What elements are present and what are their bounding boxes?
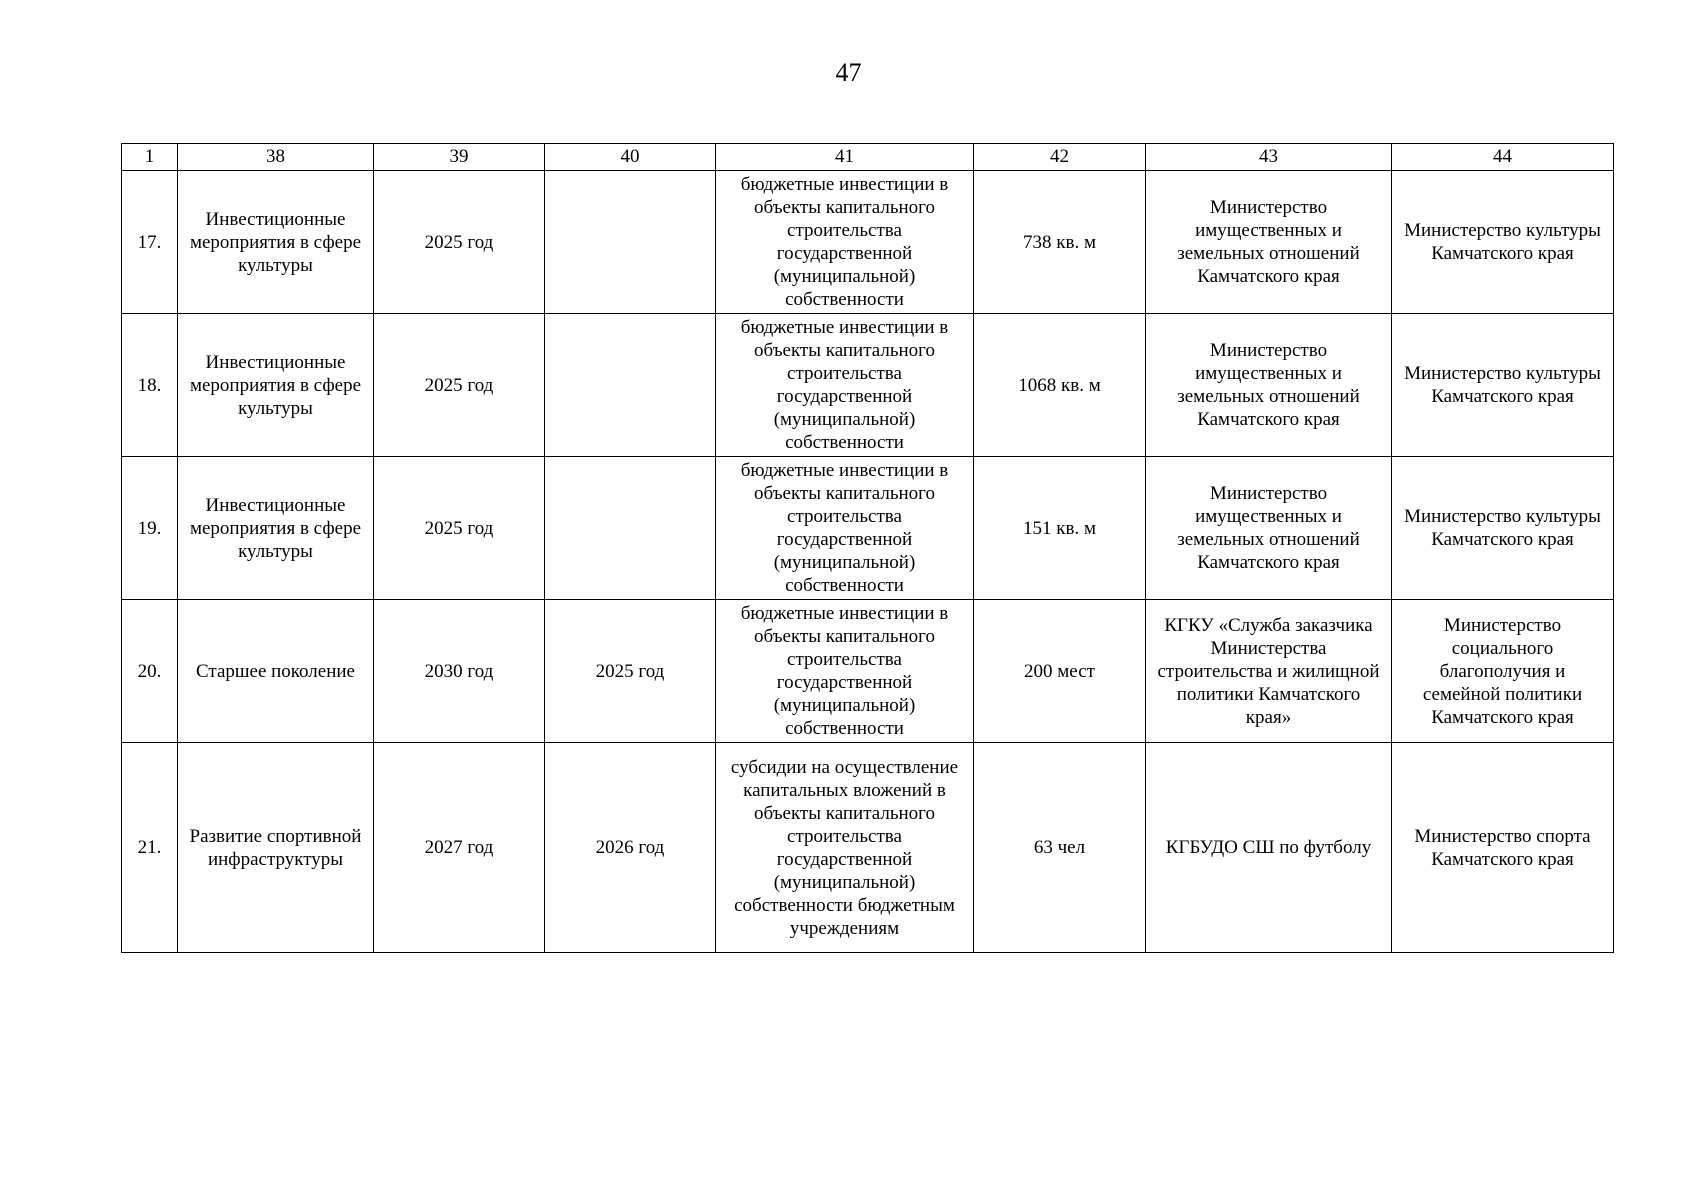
column-header: 1 (122, 144, 178, 171)
table-row (122, 171, 1614, 314)
responsible-cell: Министерство культуры Камчатского края (1392, 171, 1614, 314)
responsible-cell: Министерство культуры Камчатского края (1392, 314, 1614, 457)
capacity-cell: 151 кв. м (974, 457, 1146, 600)
investment-type-cell: субсидии на осуществление капитальных вложений в объекты капитального строительства государственной (муниципальной) собственности бюджетным учреждениям (716, 743, 974, 953)
year-cell: 2026 год (545, 743, 716, 953)
column-header: 44 (1392, 144, 1614, 171)
year-cell: 2025 год (374, 457, 545, 600)
column-header: 43 (1146, 144, 1392, 171)
event-name-cell: Старшее поколение (178, 600, 374, 743)
data-table (121, 143, 1614, 953)
investment-type-cell: бюджетные инвестиции в объекты капитального строительства государственной (муниципальной) собственности (716, 314, 974, 457)
responsible-cell: Министерство культуры Камчатского края (1392, 457, 1614, 600)
column-header: 42 (974, 144, 1146, 171)
event-name-cell: Инвестиционные мероприятия в сфере культуры (178, 171, 374, 314)
year-cell: 2027 год (374, 743, 545, 953)
responsible-cell: Министерство социального благополучия и семейной политики Камчатского края (1392, 600, 1614, 743)
year-cell (545, 171, 716, 314)
investment-type-cell: бюджетные инвестиции в объекты капитального строительства государственной (муниципальной) собственности (716, 600, 974, 743)
year-cell: 2030 год (374, 600, 545, 743)
column-header: 38 (178, 144, 374, 171)
customer-cell: Министерство имущественных и земельных отношений Камчатского края (1146, 314, 1392, 457)
column-header: 40 (545, 144, 716, 171)
table-row (122, 457, 1614, 600)
year-cell: 2025 год (374, 171, 545, 314)
row-number-cell: 19. (122, 457, 178, 600)
capacity-cell: 738 кв. м (974, 171, 1146, 314)
customer-cell: КГКУ «Служба заказчика Министерства строительства и жилищной политики Камчатского края» (1146, 600, 1392, 743)
year-cell (545, 457, 716, 600)
responsible-cell: Министерство спорта Камчатского края (1392, 743, 1614, 953)
page-number: 47 (835, 58, 862, 87)
capacity-cell: 200 мест (974, 600, 1146, 743)
event-name-cell: Развитие спортивной инфраструктуры (178, 743, 374, 953)
table-row (122, 600, 1614, 743)
row-number-cell: 17. (122, 171, 178, 314)
year-cell: 2025 год (374, 314, 545, 457)
table-header-row (122, 144, 1614, 171)
row-number-cell: 20. (122, 600, 178, 743)
capacity-cell: 1068 кв. м (974, 314, 1146, 457)
event-name-cell: Инвестиционные мероприятия в сфере культуры (178, 457, 374, 600)
year-cell (545, 314, 716, 457)
table-row (122, 743, 1614, 953)
row-number-cell: 21. (122, 743, 178, 953)
customer-cell: КГБУДО СШ по футболу (1146, 743, 1392, 953)
column-header: 39 (374, 144, 545, 171)
event-name-cell: Инвестиционные мероприятия в сфере культуры (178, 314, 374, 457)
table-row (122, 314, 1614, 457)
column-header: 41 (716, 144, 974, 171)
investment-type-cell: бюджетные инвестиции в объекты капитального строительства государственной (муниципальной) собственности (716, 457, 974, 600)
year-cell: 2025 год (545, 600, 716, 743)
capacity-cell: 63 чел (974, 743, 1146, 953)
customer-cell: Министерство имущественных и земельных отношений Камчатского края (1146, 171, 1392, 314)
investment-type-cell: бюджетные инвестиции в объекты капитального строительства государственной (муниципальной) собственности (716, 171, 974, 314)
row-number-cell: 18. (122, 314, 178, 457)
customer-cell: Министерство имущественных и земельных отношений Камчатского края (1146, 457, 1392, 600)
